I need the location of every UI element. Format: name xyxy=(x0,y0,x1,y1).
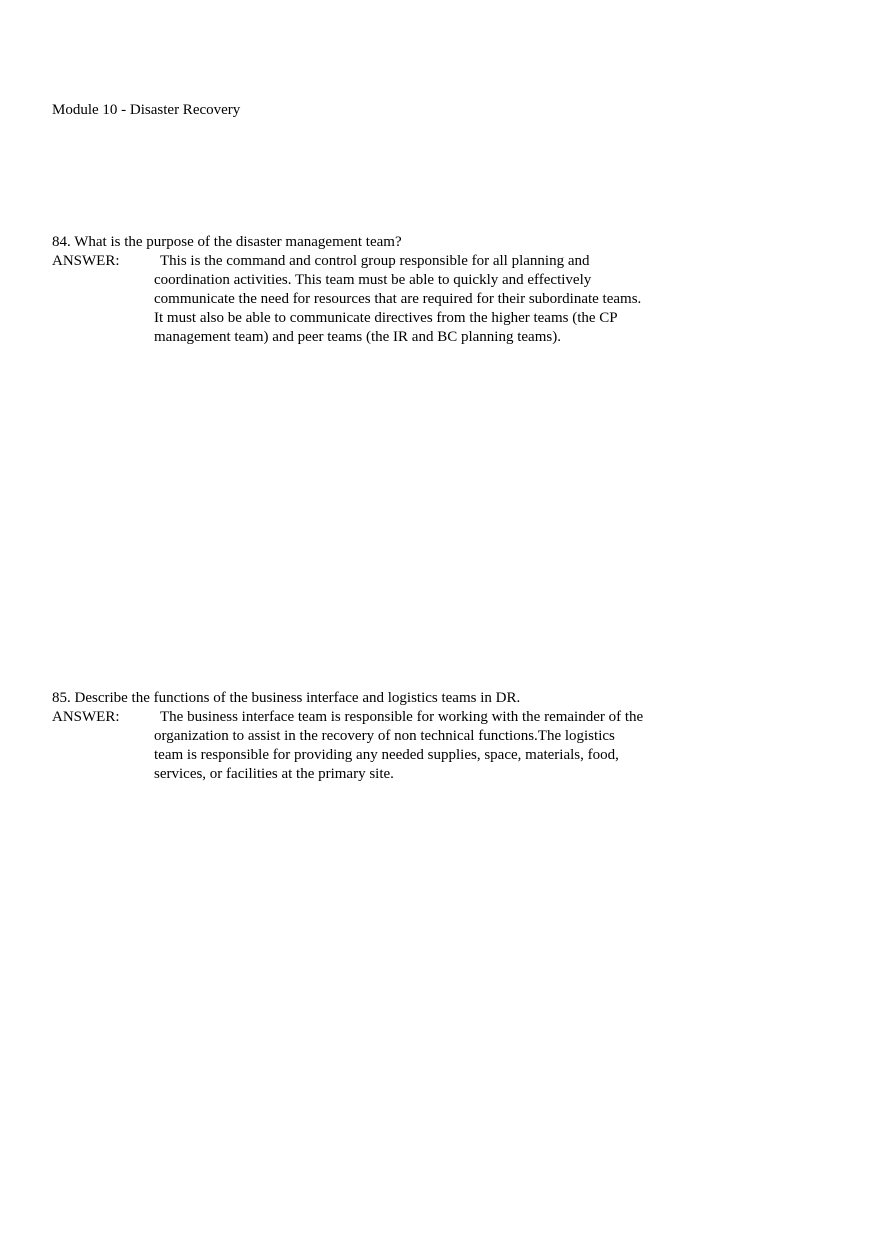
answer-block xyxy=(52,252,692,347)
answer-line: This is the command and control group responsible for all planning and xyxy=(160,253,590,269)
question-text: 85. Describe the functions of the business interface and logistics teams in DR. xyxy=(52,690,521,706)
answer-line: management team) and peer teams (the IR and BC planning teams). xyxy=(154,329,561,345)
answer-line: communicate the need for resources that are required for their subordinate teams. xyxy=(154,291,642,307)
question-block-85 xyxy=(52,689,692,784)
answer-block xyxy=(52,708,692,784)
answer-line: organization to assist in the recovery of non technical functions.The logistics xyxy=(154,728,615,744)
answer-line: The business interface team is responsible for working with the remainder of the xyxy=(160,709,644,725)
answer-line: services, or facilities at the primary site. xyxy=(154,766,394,782)
answer-line: team is responsible for providing any needed supplies, space, materials, food, xyxy=(154,747,619,763)
question-block-84 xyxy=(52,233,692,347)
answer-label: ANSWER: xyxy=(52,253,120,269)
answer-line: coordination activities. This team must be able to quickly and effectively xyxy=(154,272,592,288)
answer-text xyxy=(154,708,684,784)
answer-text xyxy=(154,252,684,347)
answer-line: It must also be able to communicate directives from the higher teams (the CP xyxy=(154,310,618,326)
answer-label: ANSWER: xyxy=(52,709,120,725)
question-text: 84. What is the purpose of the disaster management team? xyxy=(52,234,402,250)
module-title: Module 10 - Disaster Recovery xyxy=(52,102,241,118)
